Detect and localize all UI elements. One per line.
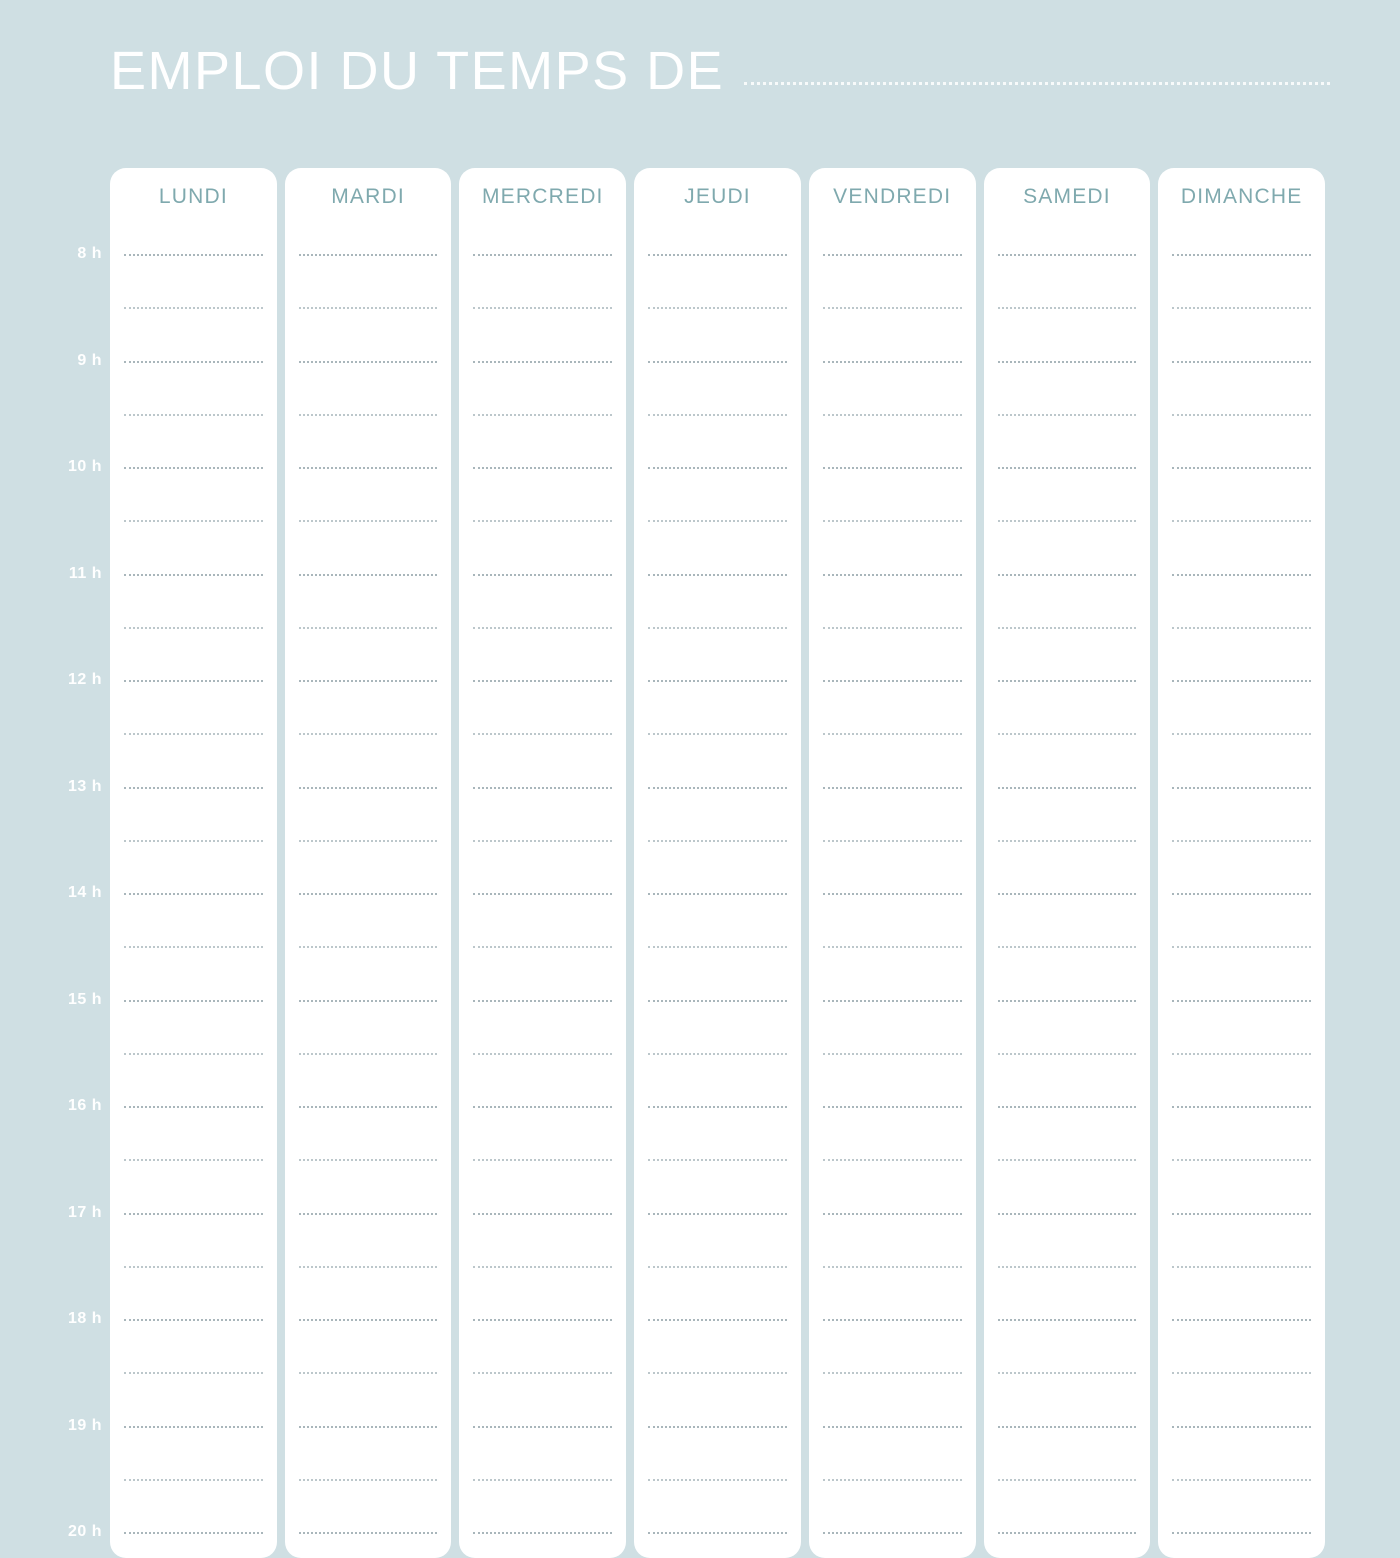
write-in-line[interactable] bbox=[823, 1532, 962, 1534]
write-in-line[interactable] bbox=[648, 1213, 787, 1215]
write-in-line[interactable] bbox=[998, 1266, 1137, 1268]
write-in-line[interactable] bbox=[124, 1372, 263, 1374]
day-write-in-area[interactable] bbox=[809, 226, 976, 1558]
write-in-line[interactable] bbox=[998, 840, 1137, 842]
write-in-line[interactable] bbox=[1172, 1479, 1311, 1481]
hours-column bbox=[62, 168, 110, 1558]
write-in-line[interactable] bbox=[299, 1266, 438, 1268]
write-in-line[interactable] bbox=[299, 1053, 438, 1055]
write-in-line[interactable] bbox=[648, 680, 787, 682]
write-in-line[interactable] bbox=[648, 1106, 787, 1108]
write-in-line[interactable] bbox=[473, 1266, 612, 1268]
hour-label: 14 h bbox=[67, 884, 102, 901]
write-in-line[interactable] bbox=[998, 733, 1137, 735]
write-in-line[interactable] bbox=[823, 733, 962, 735]
day-write-in-area[interactable] bbox=[634, 226, 801, 1558]
write-in-line[interactable] bbox=[124, 414, 263, 416]
write-in-line[interactable] bbox=[299, 1213, 438, 1215]
write-in-line[interactable] bbox=[124, 1319, 263, 1321]
write-in-line[interactable] bbox=[473, 1053, 612, 1055]
write-in-line[interactable] bbox=[998, 1426, 1137, 1428]
write-in-line[interactable] bbox=[823, 840, 962, 842]
write-in-line[interactable] bbox=[648, 733, 787, 735]
hour-label: 17 h bbox=[67, 1203, 102, 1221]
write-in-line[interactable] bbox=[823, 307, 962, 309]
write-in-line[interactable] bbox=[124, 1000, 263, 1002]
write-in-line[interactable] bbox=[1172, 946, 1311, 948]
write-in-line[interactable] bbox=[998, 627, 1137, 629]
write-in-line[interactable] bbox=[1172, 840, 1311, 842]
write-in-line[interactable] bbox=[473, 520, 612, 522]
write-in-line[interactable] bbox=[648, 254, 787, 256]
write-in-line[interactable] bbox=[124, 467, 263, 469]
write-in-line[interactable] bbox=[998, 946, 1137, 948]
write-in-line[interactable] bbox=[648, 627, 787, 629]
write-in-line[interactable] bbox=[823, 893, 962, 895]
write-in-line[interactable] bbox=[299, 733, 438, 735]
write-in-line[interactable] bbox=[124, 893, 263, 895]
write-in-line[interactable] bbox=[998, 787, 1137, 789]
write-in-line[interactable] bbox=[124, 1053, 263, 1055]
write-in-line[interactable] bbox=[998, 1106, 1137, 1108]
write-in-line[interactable] bbox=[998, 1159, 1137, 1161]
write-in-line[interactable] bbox=[998, 520, 1137, 522]
write-in-line[interactable] bbox=[1172, 307, 1311, 309]
write-in-line[interactable] bbox=[124, 840, 263, 842]
write-in-line[interactable] bbox=[823, 1426, 962, 1428]
write-in-line[interactable] bbox=[1172, 1372, 1311, 1374]
write-in-line[interactable] bbox=[998, 574, 1137, 576]
write-in-line[interactable] bbox=[299, 1372, 438, 1374]
write-in-line[interactable] bbox=[299, 787, 438, 789]
write-in-line[interactable] bbox=[823, 1213, 962, 1215]
write-in-line[interactable] bbox=[299, 361, 438, 363]
write-in-line[interactable] bbox=[998, 254, 1137, 256]
write-in-line[interactable] bbox=[1172, 1106, 1311, 1108]
write-in-line[interactable] bbox=[473, 467, 612, 469]
write-in-line[interactable] bbox=[124, 361, 263, 363]
write-in-line[interactable] bbox=[1172, 467, 1311, 469]
write-in-line[interactable] bbox=[473, 840, 612, 842]
write-in-line[interactable] bbox=[299, 1426, 438, 1428]
write-in-line[interactable] bbox=[648, 1479, 787, 1481]
write-in-line[interactable] bbox=[1172, 1213, 1311, 1215]
write-in-line[interactable] bbox=[1172, 1159, 1311, 1161]
write-in-line[interactable] bbox=[473, 1000, 612, 1002]
write-in-line[interactable] bbox=[473, 574, 612, 576]
write-in-line[interactable] bbox=[823, 1319, 962, 1321]
day-write-in-area[interactable] bbox=[984, 226, 1151, 1558]
day-header-label: MARDI bbox=[331, 185, 405, 208]
write-in-line[interactable] bbox=[299, 1319, 438, 1321]
write-in-line[interactable] bbox=[648, 1000, 787, 1002]
write-in-line[interactable] bbox=[998, 361, 1137, 363]
page-title: EMPLOI DU TEMPS DE bbox=[110, 41, 725, 101]
write-in-line[interactable] bbox=[473, 1532, 612, 1534]
write-in-line[interactable] bbox=[648, 1319, 787, 1321]
write-in-line[interactable] bbox=[124, 627, 263, 629]
write-in-line[interactable] bbox=[1172, 680, 1311, 682]
write-in-line[interactable] bbox=[998, 1213, 1137, 1215]
write-in-line[interactable] bbox=[823, 1000, 962, 1002]
write-in-line[interactable] bbox=[473, 1319, 612, 1321]
write-in-line[interactable] bbox=[823, 1372, 962, 1374]
write-in-line[interactable] bbox=[124, 1106, 263, 1108]
write-in-line[interactable] bbox=[473, 946, 612, 948]
write-in-line[interactable] bbox=[1172, 627, 1311, 629]
write-in-line[interactable] bbox=[299, 1159, 438, 1161]
hour-label: 13 h bbox=[67, 777, 102, 795]
write-in-line[interactable] bbox=[1172, 1426, 1311, 1428]
write-in-line[interactable] bbox=[648, 574, 787, 576]
write-in-line[interactable] bbox=[473, 414, 612, 416]
write-in-line[interactable] bbox=[998, 680, 1137, 682]
write-in-line[interactable] bbox=[124, 307, 263, 309]
write-in-line[interactable] bbox=[998, 1372, 1137, 1374]
write-in-line[interactable] bbox=[299, 1532, 438, 1534]
write-in-line[interactable] bbox=[823, 1106, 962, 1108]
page-title-row bbox=[110, 41, 1330, 114]
write-in-line[interactable] bbox=[823, 414, 962, 416]
write-in-line[interactable] bbox=[124, 1266, 263, 1268]
write-in-line[interactable] bbox=[124, 574, 263, 576]
write-in-line[interactable] bbox=[648, 1159, 787, 1161]
write-in-line[interactable] bbox=[299, 414, 438, 416]
hour-label: 9 h bbox=[77, 351, 102, 369]
write-in-line[interactable] bbox=[823, 361, 962, 363]
write-in-line[interactable] bbox=[299, 254, 438, 256]
write-in-line[interactable] bbox=[1172, 893, 1311, 895]
write-in-line[interactable] bbox=[648, 787, 787, 789]
day-column-samedi bbox=[984, 168, 1151, 1558]
write-in-line[interactable] bbox=[124, 254, 263, 256]
day-header-label: VENDREDI bbox=[833, 185, 952, 208]
write-in-line[interactable] bbox=[648, 467, 787, 469]
write-in-line[interactable] bbox=[998, 1479, 1137, 1481]
write-in-line[interactable] bbox=[124, 946, 263, 948]
write-in-line[interactable] bbox=[473, 1213, 612, 1215]
write-in-line[interactable] bbox=[299, 307, 438, 309]
write-in-line[interactable] bbox=[473, 361, 612, 363]
write-in-line[interactable] bbox=[998, 307, 1137, 309]
hour-label: 20 h bbox=[67, 1523, 102, 1540]
write-in-line[interactable] bbox=[648, 520, 787, 522]
write-in-line[interactable] bbox=[1172, 361, 1311, 363]
write-in-line[interactable] bbox=[124, 1532, 263, 1534]
write-in-line[interactable] bbox=[823, 520, 962, 522]
write-in-line[interactable] bbox=[473, 787, 612, 789]
write-in-line[interactable] bbox=[299, 627, 438, 629]
write-in-line[interactable] bbox=[648, 1372, 787, 1374]
write-in-line[interactable] bbox=[1172, 520, 1311, 522]
hour-label: 16 h bbox=[67, 1097, 102, 1114]
write-in-line[interactable] bbox=[124, 1159, 263, 1161]
write-in-line[interactable] bbox=[648, 307, 787, 309]
write-in-line[interactable] bbox=[473, 733, 612, 735]
hour-label: 19 h bbox=[67, 1416, 102, 1434]
day-column-mardi bbox=[285, 168, 452, 1558]
write-in-line[interactable] bbox=[1172, 1266, 1311, 1268]
day-write-in-area[interactable] bbox=[1158, 226, 1325, 1558]
write-in-line[interactable] bbox=[823, 467, 962, 469]
hour-label: 12 h bbox=[67, 671, 102, 688]
write-in-line[interactable] bbox=[648, 946, 787, 948]
write-in-line[interactable] bbox=[299, 467, 438, 469]
write-in-line[interactable] bbox=[823, 1053, 962, 1055]
day-header-label: JEUDI bbox=[684, 185, 751, 208]
write-in-line[interactable] bbox=[648, 893, 787, 895]
write-in-line[interactable] bbox=[1172, 414, 1311, 416]
write-in-line[interactable] bbox=[998, 467, 1137, 469]
write-in-line[interactable] bbox=[648, 361, 787, 363]
write-in-line[interactable] bbox=[648, 1266, 787, 1268]
day-write-in-area[interactable] bbox=[285, 226, 452, 1558]
hour-label: 15 h bbox=[67, 990, 102, 1008]
write-in-line[interactable] bbox=[823, 627, 962, 629]
write-in-line[interactable] bbox=[823, 787, 962, 789]
write-in-line[interactable] bbox=[299, 680, 438, 682]
write-in-line[interactable] bbox=[473, 1159, 612, 1161]
day-write-in-area[interactable] bbox=[110, 226, 277, 1558]
day-column-mercredi bbox=[459, 168, 626, 1558]
write-in-line[interactable] bbox=[299, 1106, 438, 1108]
write-in-line[interactable] bbox=[823, 254, 962, 256]
day-column-dimanche bbox=[1158, 168, 1325, 1558]
write-in-line[interactable] bbox=[1172, 1000, 1311, 1002]
write-in-line[interactable] bbox=[998, 1532, 1137, 1534]
write-in-line[interactable] bbox=[823, 1266, 962, 1268]
hour-label: 10 h bbox=[67, 458, 102, 475]
write-in-line[interactable] bbox=[124, 1213, 263, 1215]
write-in-line[interactable] bbox=[124, 1479, 263, 1481]
write-in-line[interactable] bbox=[124, 733, 263, 735]
write-in-line[interactable] bbox=[823, 574, 962, 576]
write-in-line[interactable] bbox=[1172, 1053, 1311, 1055]
write-in-line[interactable] bbox=[998, 1053, 1137, 1055]
day-header-label: DIMANCHE bbox=[1180, 185, 1303, 208]
write-in-line[interactable] bbox=[823, 946, 962, 948]
write-in-line[interactable] bbox=[998, 414, 1137, 416]
write-in-line[interactable] bbox=[648, 1053, 787, 1055]
write-in-line[interactable] bbox=[1172, 1319, 1311, 1321]
write-in-line[interactable] bbox=[473, 1372, 612, 1374]
write-in-line[interactable] bbox=[299, 1479, 438, 1481]
write-in-line[interactable] bbox=[473, 1479, 612, 1481]
write-in-line[interactable] bbox=[299, 893, 438, 895]
write-in-line[interactable] bbox=[124, 520, 263, 522]
day-column-lundi bbox=[110, 168, 277, 1558]
write-in-line[interactable] bbox=[823, 1479, 962, 1481]
write-in-line[interactable] bbox=[648, 840, 787, 842]
write-in-line[interactable] bbox=[473, 1106, 612, 1108]
write-in-line[interactable] bbox=[648, 414, 787, 416]
write-in-line[interactable] bbox=[473, 254, 612, 256]
write-in-line[interactable] bbox=[124, 1426, 263, 1428]
day-column-vendredi bbox=[809, 168, 976, 1558]
schedule-grid bbox=[67, 168, 1325, 1558]
day-header-label: MERCREDI bbox=[481, 185, 604, 208]
hour-label: 18 h bbox=[67, 1310, 102, 1327]
write-in-line[interactable] bbox=[1172, 254, 1311, 256]
write-in-line[interactable] bbox=[473, 307, 612, 309]
write-in-line[interactable] bbox=[823, 1159, 962, 1161]
write-in-line[interactable] bbox=[299, 574, 438, 576]
day-write-in-area[interactable] bbox=[459, 226, 626, 1558]
hour-label: 11 h bbox=[68, 564, 102, 582]
day-header-label: SAMEDI bbox=[1023, 185, 1111, 208]
write-in-line[interactable] bbox=[998, 893, 1137, 895]
write-in-line[interactable] bbox=[998, 1319, 1137, 1321]
write-in-line[interactable] bbox=[124, 787, 263, 789]
write-in-line[interactable] bbox=[823, 680, 962, 682]
write-in-line[interactable] bbox=[1172, 574, 1311, 576]
write-in-line[interactable] bbox=[299, 840, 438, 842]
write-in-line[interactable] bbox=[299, 520, 438, 522]
name-write-in-field[interactable] bbox=[744, 69, 1330, 89]
write-in-line[interactable] bbox=[998, 1000, 1137, 1002]
day-column-jeudi bbox=[634, 168, 801, 1558]
write-in-line[interactable] bbox=[648, 1532, 787, 1534]
write-in-line[interactable] bbox=[299, 946, 438, 948]
write-in-line[interactable] bbox=[648, 1426, 787, 1428]
day-header-label: LUNDI bbox=[158, 185, 228, 208]
days-row bbox=[110, 168, 1325, 1558]
write-in-line[interactable] bbox=[124, 680, 263, 682]
write-in-line[interactable] bbox=[473, 680, 612, 682]
write-in-line[interactable] bbox=[1172, 733, 1311, 735]
write-in-line[interactable] bbox=[473, 627, 612, 629]
write-in-line[interactable] bbox=[473, 1426, 612, 1428]
write-in-line[interactable] bbox=[1172, 787, 1311, 789]
write-in-line[interactable] bbox=[473, 893, 612, 895]
hour-label: 8 h bbox=[77, 245, 102, 262]
write-in-line[interactable] bbox=[1172, 1532, 1311, 1534]
write-in-line[interactable] bbox=[299, 1000, 438, 1002]
